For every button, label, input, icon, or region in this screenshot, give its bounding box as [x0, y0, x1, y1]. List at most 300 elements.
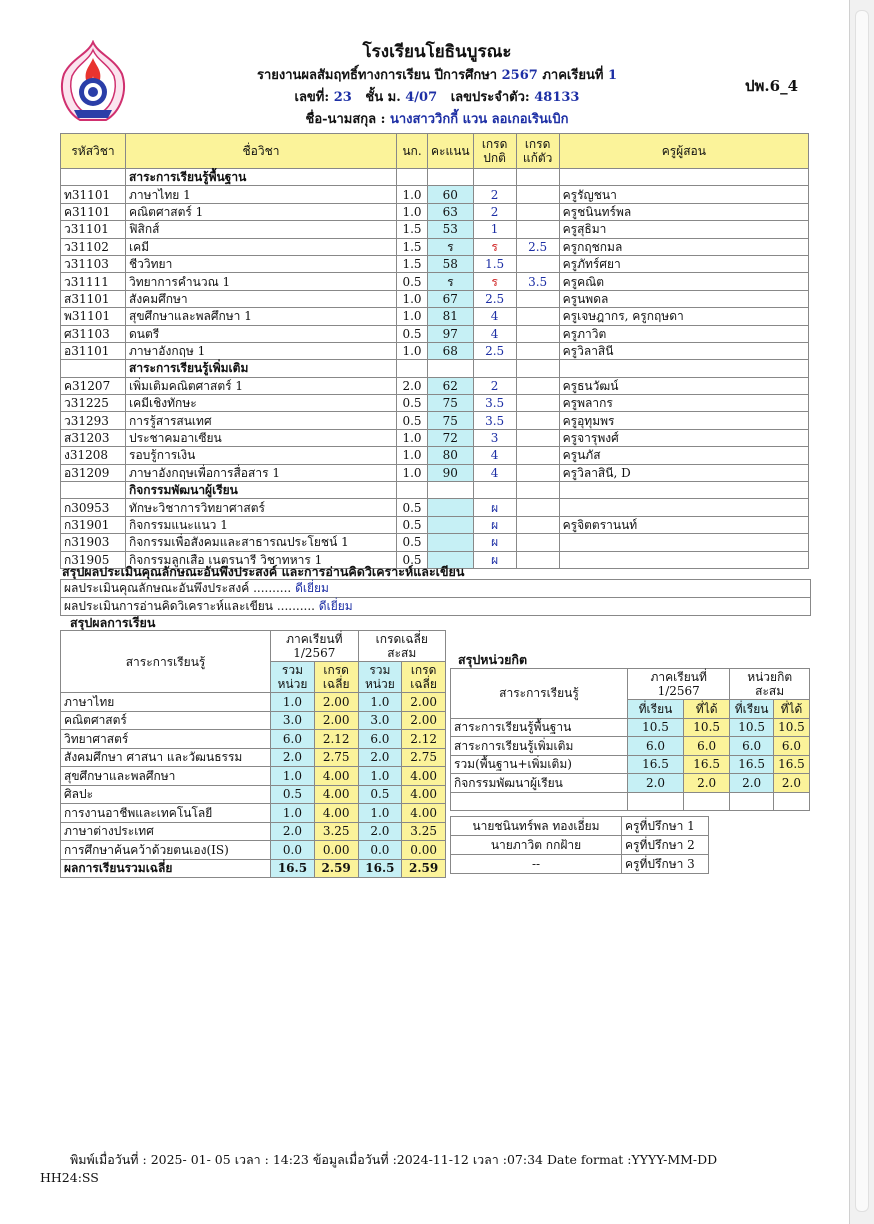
subject-code: ว31225	[61, 395, 126, 412]
table-row	[61, 238, 809, 255]
summary-total-row	[61, 859, 446, 878]
section-blank-cell	[559, 482, 808, 499]
header-grade: เกรด ปกติ	[473, 134, 516, 169]
grade: 1.5	[473, 255, 516, 272]
advisor-row	[451, 817, 709, 836]
subject-code: ค31207	[61, 377, 126, 394]
student-name-line: ชื่อ-นามสกุล : นางสาววิกกี้ แวน ลอเกอเรินเบิก	[305, 112, 569, 127]
teacher: ครูอุทุมพร	[559, 412, 808, 429]
summary-subject: วิทยาศาสตร์	[61, 730, 271, 749]
header-code: รหัสวิชา	[61, 134, 126, 169]
summary-value: 2.0	[271, 748, 315, 767]
subject-name: ภาษาไทย 1	[126, 186, 397, 203]
advisor-role: ครูที่ปรึกษา 3	[622, 855, 709, 874]
subject-code: ว31103	[61, 255, 126, 272]
credit: 1.0	[397, 290, 428, 307]
subject-name: กิจกรรมแนะแนว 1	[126, 516, 397, 533]
summary-value: 2.00	[314, 693, 358, 712]
grade: 2.5	[473, 290, 516, 307]
summary-value: 1.0	[358, 693, 402, 712]
subject-code: ค31101	[61, 203, 126, 220]
teacher: ครูพลากร	[559, 395, 808, 412]
credit: 0.5	[397, 551, 428, 568]
units-subject: สาระการเรียนรู้เพิ่มเติม	[451, 737, 628, 756]
subject-code: ศ31103	[61, 325, 126, 342]
summary-value: 2.75	[402, 748, 446, 767]
grade: ร	[473, 238, 516, 255]
summary-value: 2.00	[402, 711, 446, 730]
teacher: ครูวิลาสินี, D	[559, 464, 808, 481]
summary-value: 6.0	[358, 730, 402, 749]
credit: 0.5	[397, 412, 428, 429]
subject-name: รอบรู้การเงิน	[126, 447, 397, 464]
subject-name: สังคมศึกษา	[126, 290, 397, 307]
summary-sub-units-cum: รวม หน่วย	[358, 662, 402, 693]
summary-value: 3.25	[402, 822, 446, 841]
summary-subject: ภาษาต่างประเทศ	[61, 822, 271, 841]
header-teacher: ครูผู้สอน	[559, 134, 808, 169]
table-row	[451, 737, 810, 756]
units-empty-row	[451, 792, 810, 811]
units-value: 10.5	[730, 718, 774, 737]
section-blank-cell	[516, 169, 559, 186]
summary-value: 4.00	[402, 767, 446, 786]
subject-name: ประชาคมอาเซียน	[126, 429, 397, 446]
subject-code: ว31101	[61, 221, 126, 238]
units-col-cum: หน่วยกิตสะสม	[730, 669, 810, 700]
subject-name: วิทยาการคำนวณ 1	[126, 273, 397, 290]
grade-redo	[516, 429, 559, 446]
section-blank-cell	[428, 360, 474, 377]
table-row	[61, 412, 809, 429]
score: 67	[428, 290, 474, 307]
grade: 2	[473, 203, 516, 220]
table-row	[61, 693, 446, 712]
units-sub-taken-cum: ที่เรียน	[730, 700, 774, 719]
units-col-term: ภาคเรียนที่ 1/2567	[628, 669, 730, 700]
grade: 3	[473, 429, 516, 446]
subject-name: เคมีเชิงทักษะ	[126, 395, 397, 412]
summary-table	[60, 630, 446, 878]
score: 72	[428, 429, 474, 446]
table-row	[61, 325, 809, 342]
teacher	[559, 551, 808, 568]
subject-name: เคมี	[126, 238, 397, 255]
grade: ผ	[473, 499, 516, 516]
grades-header-row	[61, 134, 809, 169]
table-row	[451, 774, 810, 793]
teacher: ครูภัทร์ศยา	[559, 255, 808, 272]
units-sub-taken: ที่เรียน	[628, 700, 684, 719]
section-blank-cell	[397, 169, 428, 186]
summary-value: 0.5	[271, 785, 315, 804]
form-code: ปพ.6_4	[745, 77, 799, 95]
subject-name: เพิ่มเติมคณิตศาสตร์ 1	[126, 377, 397, 394]
grade-redo	[516, 203, 559, 220]
units-table	[450, 668, 810, 811]
subject-code: ว31111	[61, 273, 126, 290]
units-value: 2.0	[628, 774, 684, 793]
units-value: 2.0	[730, 774, 774, 793]
grade-redo: 2.5	[516, 238, 559, 255]
grade-redo	[516, 325, 559, 342]
teacher: ครูนภัส	[559, 447, 808, 464]
summary-value: 4.00	[314, 785, 358, 804]
teacher: ครูจิตตรานนท์	[559, 516, 808, 533]
units-empty-cell	[730, 792, 774, 811]
report-subtitle: รายงานผลสัมฤทธิ์ทางการเรียน ปีการศึกษา 2567 ภาคเรียนที่ 1	[256, 68, 618, 83]
subject-code: ง31208	[61, 447, 126, 464]
subject-name: ภาษาอังกฤษเพื่อการสื่อสาร 1	[126, 464, 397, 481]
header-grade-redo: เกรด แก้ตัว	[516, 134, 559, 169]
subject-code: อ31101	[61, 342, 126, 359]
summary-subject: สุขศึกษาและพลศึกษา	[61, 767, 271, 786]
section-code-cell	[61, 482, 126, 499]
section-blank-cell	[428, 482, 474, 499]
units-subject: รวม(พื้นฐาน+เพิ่มเติม)	[451, 755, 628, 774]
summary-value: 6.0	[271, 730, 315, 749]
section-blank-cell	[473, 169, 516, 186]
grade-redo	[516, 377, 559, 394]
units-value: 6.0	[683, 737, 729, 756]
grade: 3.5	[473, 412, 516, 429]
table-row	[61, 395, 809, 412]
summary-value: 0.00	[314, 841, 358, 860]
summary-value: 1.0	[271, 804, 315, 823]
grade-redo	[516, 534, 559, 551]
score: ร	[428, 238, 474, 255]
grade-redo	[516, 342, 559, 359]
advisor-role: ครูที่ปรึกษา 2	[622, 836, 709, 855]
summary-value: 2.12	[314, 730, 358, 749]
table-row	[61, 186, 809, 203]
header-score: คะแนน	[428, 134, 474, 169]
summary-value: 0.0	[358, 841, 402, 860]
teacher: ครูเจษฎากร, ครูกฤษดา	[559, 308, 808, 325]
units-value: 16.5	[628, 755, 684, 774]
section-title: สาระการเรียนรู้เพิ่มเติม	[126, 360, 397, 377]
summary-value: 4.00	[314, 767, 358, 786]
units-value: 10.5	[773, 718, 809, 737]
summary-title: สรุปผลการเรียน	[70, 615, 156, 630]
grade-redo	[516, 186, 559, 203]
grade: 2	[473, 377, 516, 394]
units-col-subject: สาระการเรียนรู้	[451, 669, 628, 719]
units-value: 10.5	[683, 718, 729, 737]
table-row	[61, 255, 809, 272]
summary-total-value: 16.5	[358, 859, 402, 878]
grade-redo	[516, 290, 559, 307]
grade-redo	[516, 551, 559, 568]
credit: 1.0	[397, 464, 428, 481]
section-blank-cell	[516, 360, 559, 377]
credit: 1.0	[397, 447, 428, 464]
section-title: กิจกรรมพัฒนาผู้เรียน	[126, 482, 397, 499]
subject-name: ทักษะวิชาการวิทยาศาสตร์	[126, 499, 397, 516]
section-row	[61, 360, 809, 377]
grade-redo	[516, 499, 559, 516]
summary-sub-units: รวม หน่วย	[271, 662, 315, 693]
table-row	[61, 499, 809, 516]
section-blank-cell	[428, 169, 474, 186]
subject-name: ภาษาอังกฤษ 1	[126, 342, 397, 359]
table-row	[61, 429, 809, 446]
summary-sub-gpa-cum: เกรด เฉลี่ย	[402, 662, 446, 693]
units-value: 16.5	[730, 755, 774, 774]
subject-code: ท31101	[61, 186, 126, 203]
print-info-line-2: HH24:SS	[40, 1170, 99, 1185]
section-blank-cell	[473, 482, 516, 499]
credit: 0.5	[397, 395, 428, 412]
credit: 1.0	[397, 203, 428, 220]
score: 75	[428, 395, 474, 412]
score: 53	[428, 221, 474, 238]
section-blank-cell	[559, 169, 808, 186]
summary-sub-gpa: เกรด เฉลี่ย	[314, 662, 358, 693]
credit: 1.0	[397, 186, 428, 203]
teacher: ครูธนวัฒน์	[559, 377, 808, 394]
credit: 2.0	[397, 377, 428, 394]
table-row	[61, 711, 446, 730]
subject-code: ก31905	[61, 551, 126, 568]
credit: 1.5	[397, 255, 428, 272]
section-blank-cell	[397, 482, 428, 499]
units-empty-cell	[451, 792, 628, 811]
evaluation-title: สรุปผลประเมินคุณลักษณะอันพึงประสงค์ และการอ่านคิดวิเคราะห์และเขียน	[62, 564, 465, 579]
summary-value: 3.25	[314, 822, 358, 841]
units-value: 2.0	[683, 774, 729, 793]
credit: 1.0	[397, 342, 428, 359]
summary-total-value: 16.5	[271, 859, 315, 878]
score	[428, 534, 474, 551]
units-sub-earned: ที่ได้	[683, 700, 729, 719]
subject-code: พ31101	[61, 308, 126, 325]
subject-code: ก31901	[61, 516, 126, 533]
table-row	[61, 822, 446, 841]
grade: ร	[473, 273, 516, 290]
credit: 0.5	[397, 325, 428, 342]
table-row	[61, 785, 446, 804]
summary-value: 1.0	[358, 804, 402, 823]
table-row	[61, 804, 446, 823]
subject-name: ฟิสิกส์	[126, 221, 397, 238]
grade-redo	[516, 221, 559, 238]
teacher: ครูรัญชนา	[559, 186, 808, 203]
units-value: 6.0	[628, 737, 684, 756]
section-code-cell	[61, 169, 126, 186]
summary-value: 4.00	[314, 804, 358, 823]
teacher: ครูชนินทร์พล	[559, 203, 808, 220]
table-row	[61, 342, 809, 359]
grade-redo	[516, 464, 559, 481]
section-blank-cell	[559, 360, 808, 377]
subject-name: กิจกรรมเพื่อสังคมและสาธารณประโยชน์ 1	[126, 534, 397, 551]
table-row	[451, 718, 810, 737]
advisor-row	[451, 836, 709, 855]
subject-name: คณิตศาสตร์ 1	[126, 203, 397, 220]
teacher	[559, 534, 808, 551]
advisor-role: ครูที่ปรึกษา 1	[622, 817, 709, 836]
units-value: 6.0	[730, 737, 774, 756]
advisor-name: นายชนินทร์พล ทองเอี่ยม	[451, 817, 622, 836]
grade: 4	[473, 325, 516, 342]
summary-value: 4.00	[402, 804, 446, 823]
units-empty-cell	[683, 792, 729, 811]
summary-col-term: ภาคเรียนที่ 1/2567	[271, 631, 358, 662]
student-id-line: เลขที่: 23 ชั้น ม. 4/07 เลขประจำตัว: 48133	[294, 90, 580, 105]
grade-redo	[516, 516, 559, 533]
subject-name: การรู้สารสนเทศ	[126, 412, 397, 429]
summary-value: 2.0	[271, 822, 315, 841]
summary-value: 0.00	[402, 841, 446, 860]
summary-value: 3.0	[271, 711, 315, 730]
table-row	[451, 755, 810, 774]
grade-redo	[516, 395, 559, 412]
summary-total-label: ผลการเรียนรวมเฉลี่ย	[61, 859, 271, 878]
advisor-name: นายภาวิต กกฝ้าย	[451, 836, 622, 855]
subject-code: ก31903	[61, 534, 126, 551]
grade-redo	[516, 255, 559, 272]
score: 62	[428, 377, 474, 394]
grade: ผ	[473, 534, 516, 551]
summary-total-value: 2.59	[402, 859, 446, 878]
table-row	[61, 221, 809, 238]
summary-value: 1.0	[271, 693, 315, 712]
grade: 2	[473, 186, 516, 203]
credit: 0.5	[397, 516, 428, 533]
summary-value: 2.75	[314, 748, 358, 767]
grade-redo	[516, 447, 559, 464]
summary-col-cum: เกรดเฉลี่ยสะสม	[358, 631, 445, 662]
table-row	[61, 308, 809, 325]
table-row	[61, 447, 809, 464]
score: 80	[428, 447, 474, 464]
reading-eval-row: ผลประเมินการอ่านคิดวิเคราะห์และเขียน .......... ดีเยี่ยม	[61, 597, 810, 615]
summary-value: 0.0	[271, 841, 315, 860]
subject-name: ดนตรี	[126, 325, 397, 342]
credit: 0.5	[397, 534, 428, 551]
summary-subject: การศึกษาค้นคว้าด้วยตนเอง(IS)	[61, 841, 271, 860]
units-value: 16.5	[773, 755, 809, 774]
grades-table	[60, 133, 809, 569]
teacher: ครูสุธิมา	[559, 221, 808, 238]
subject-code: ว31102	[61, 238, 126, 255]
summary-total-value: 2.59	[314, 859, 358, 878]
teacher: ครูจารุพงศ์	[559, 429, 808, 446]
summary-subject: ภาษาไทย	[61, 693, 271, 712]
teacher: ครูนพดล	[559, 290, 808, 307]
subject-code: ส31203	[61, 429, 126, 446]
teacher: ครูวิลาสินี	[559, 342, 808, 359]
table-row	[61, 290, 809, 307]
grade: ผ	[473, 551, 516, 568]
grade-redo	[516, 412, 559, 429]
header-credit: นก.	[397, 134, 428, 169]
section-blank-cell	[473, 360, 516, 377]
score: 97	[428, 325, 474, 342]
table-row	[61, 377, 809, 394]
score: 75	[428, 412, 474, 429]
grade: 2.5	[473, 342, 516, 359]
summary-value: 3.0	[358, 711, 402, 730]
units-value: 10.5	[628, 718, 684, 737]
subject-code: ส31101	[61, 290, 126, 307]
subject-name: ชีววิทยา	[126, 255, 397, 272]
table-row	[61, 767, 446, 786]
summary-col-subject: สาระการเรียนรู้	[61, 631, 271, 693]
subject-code: ว31293	[61, 412, 126, 429]
units-empty-cell	[628, 792, 684, 811]
scrollbar-thumb[interactable]	[855, 10, 869, 1212]
units-subject: กิจกรรมพัฒนาผู้เรียน	[451, 774, 628, 793]
summary-value: 2.00	[402, 693, 446, 712]
section-blank-cell	[397, 360, 428, 377]
credit: 0.5	[397, 499, 428, 516]
summary-value: 2.0	[358, 748, 402, 767]
teacher	[559, 499, 808, 516]
units-value: 2.0	[773, 774, 809, 793]
summary-value: 4.00	[402, 785, 446, 804]
subject-code: ก30953	[61, 499, 126, 516]
units-empty-cell	[773, 792, 809, 811]
table-row	[61, 203, 809, 220]
summary-value: 2.0	[358, 822, 402, 841]
score: 63	[428, 203, 474, 220]
score	[428, 499, 474, 516]
credit: 0.5	[397, 273, 428, 290]
grade-redo	[516, 308, 559, 325]
score: 90	[428, 464, 474, 481]
summary-subject: การงานอาชีพและเทคโนโลยี	[61, 804, 271, 823]
table-row	[61, 516, 809, 533]
character-eval-row: ผลประเมินคุณลักษณะอันพึงประสงค์ .......... ดีเยี่ยม	[64, 581, 329, 595]
credit: 1.5	[397, 238, 428, 255]
summary-value: 0.5	[358, 785, 402, 804]
summary-subject: สังคมศึกษา ศาสนา และวัฒนธรรม	[61, 748, 271, 767]
units-sub-earned-cum: ที่ได้	[773, 700, 809, 719]
table-row	[61, 841, 446, 860]
grade: 4	[473, 464, 516, 481]
summary-subject: ศิลปะ	[61, 785, 271, 804]
table-row	[61, 273, 809, 290]
advisor-row	[451, 855, 709, 874]
subject-name: สุขศึกษาและพลศึกษา 1	[126, 308, 397, 325]
units-title: สรุปหน่วยกิต	[458, 652, 528, 667]
units-subject: สาระการเรียนรู้พื้นฐาน	[451, 718, 628, 737]
section-blank-cell	[516, 482, 559, 499]
teacher: ครูภาวิต	[559, 325, 808, 342]
grade: 4	[473, 308, 516, 325]
table-row	[61, 534, 809, 551]
credit: 1.5	[397, 221, 428, 238]
units-value: 16.5	[683, 755, 729, 774]
grade-redo: 3.5	[516, 273, 559, 290]
score: 81	[428, 308, 474, 325]
vertical-scrollbar[interactable]	[849, 0, 874, 1224]
section-title: สาระการเรียนรู้พื้นฐาน	[126, 169, 397, 186]
grade: ผ	[473, 516, 516, 533]
section-row	[61, 169, 809, 186]
summary-value: 1.0	[358, 767, 402, 786]
teacher: ครูคณิต	[559, 273, 808, 290]
table-row	[61, 730, 446, 749]
print-info-line: พิมพ์เมื่อวันที่ : 2025- 01- 05 เวลา : 14:23 ข้อมูลเมื่อวันที่ :2024-11-12 เวลา :07:34 Date format :YYYY-MM-DD	[70, 1152, 718, 1167]
evaluation-box	[60, 579, 811, 616]
subject-code: อ31209	[61, 464, 126, 481]
teacher: ครูกฤชกมล	[559, 238, 808, 255]
section-row	[61, 482, 809, 499]
section-code-cell	[61, 360, 126, 377]
